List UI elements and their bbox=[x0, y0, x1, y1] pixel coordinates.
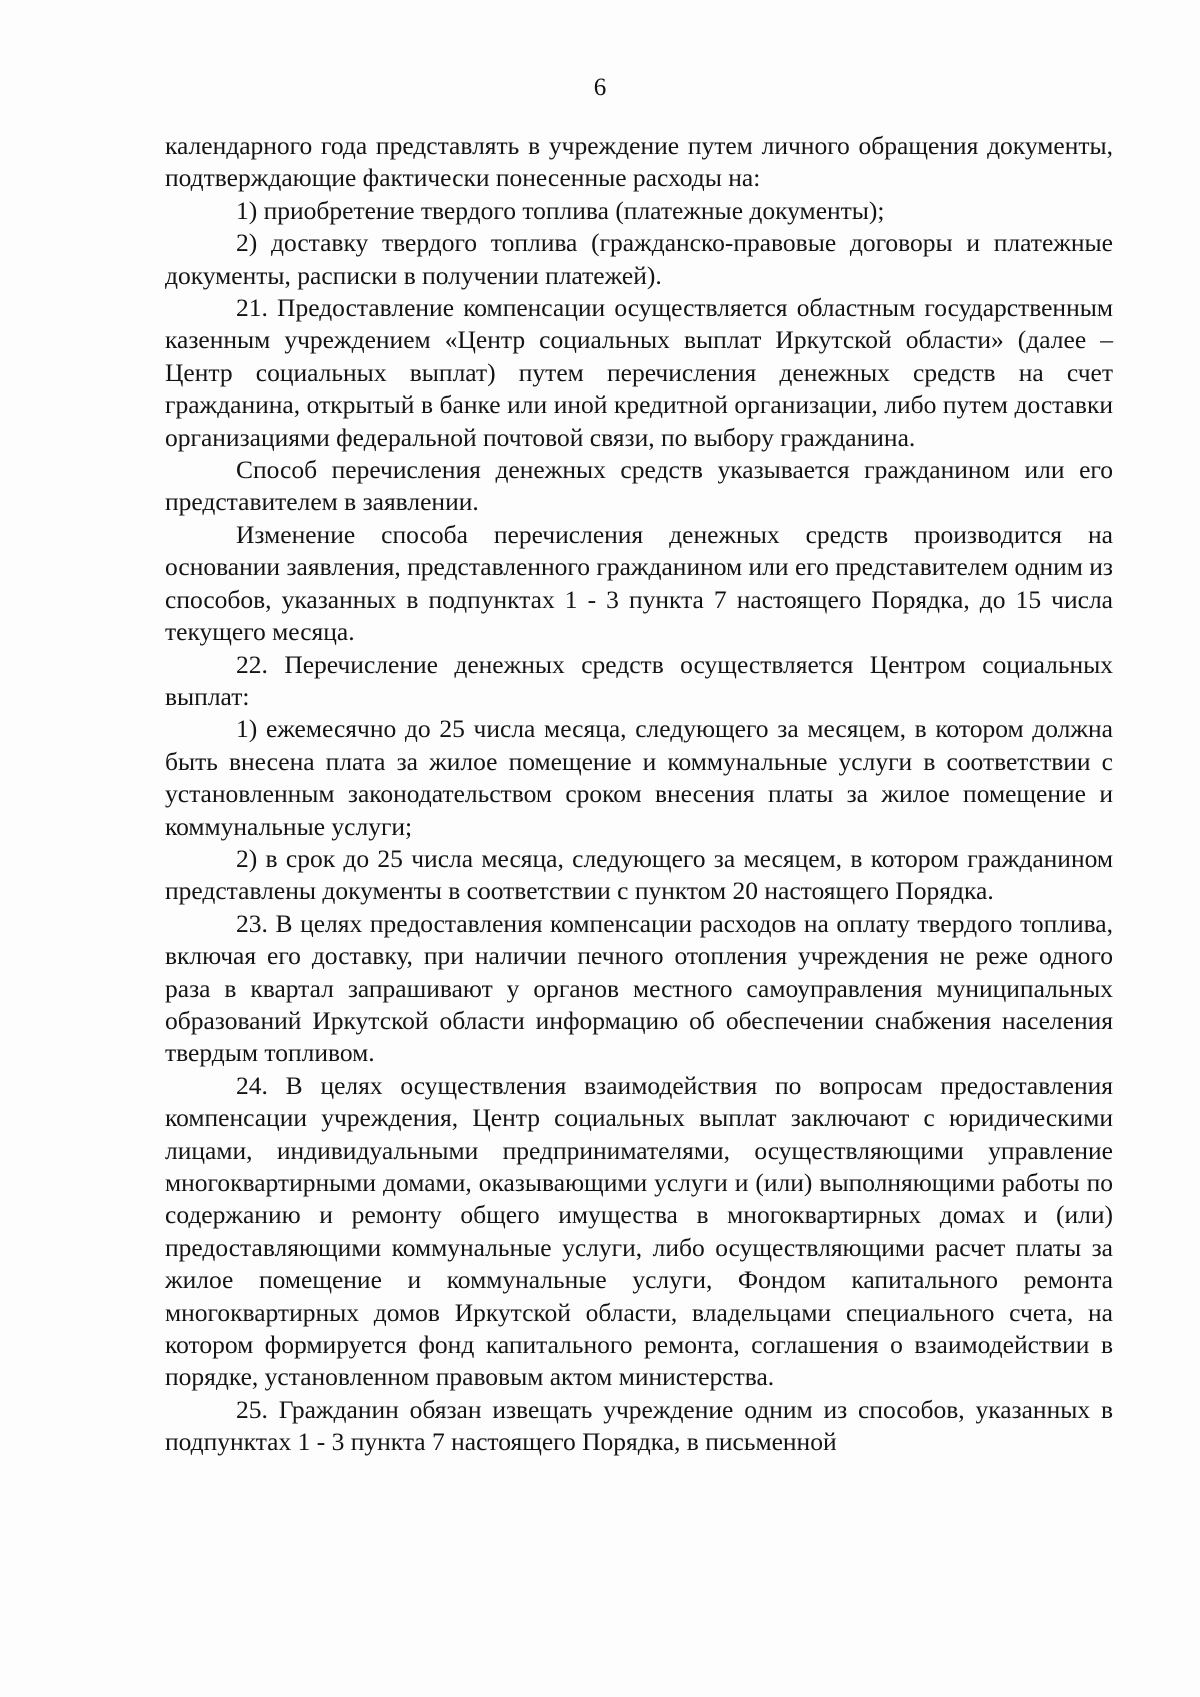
paragraph-payment-method-change: Изменение способа перечисления денежных средств производится на основании заявления, представленного гражданином или его представителем одним из способов, указанных в подпунктах 1 - 3 пункта 7 настоящего Порядка, до 15 числа текущего месяца. bbox=[165, 519, 1113, 647]
paragraph-22-item-1: 1) ежемесячно до 25 числа месяца, следующего за месяцем, в котором должна быть внесена плата за жилое помещение и коммунальные услуги в соответствии с установленным законодательством сроком внесения платы за жилое помещение и коммунальные услуги; bbox=[165, 714, 1113, 841]
paragraph-22: 22. Перечисление денежных средств осуществляется Центром социальных выплат: bbox=[165, 649, 1113, 711]
paragraph-23: 23. В целях предоставления компенсации расходов на оплату твердого топлива, включая его доставку, при наличии печного отопления учреждения не реже одного раза в квартал запрашивают у органов местного самоуправления муниципальных образований Иркутской области информацию об обеспечении снабжения населения твердым топливом. bbox=[165, 908, 1113, 1068]
document-body bbox=[165, 130, 1113, 1459]
paragraph-22-item-2: 2) в срок до 25 числа месяца, следующего за месяцем, в котором гражданином представлены документы в соответствии с пунктом 20 настоящего Порядка. bbox=[165, 843, 1113, 906]
paragraph-21: 21. Предоставление компенсации осуществляется областным государственным казенным учреждением «Центр социальных выплат Иркутской области» (далее – Центр социальных выплат) путем перечисления денежных средств на счет гражданина, открытый в банке или иной кредитной организации, либо путем доставки организациями федеральной почтовой связи, по выбору гражданина. bbox=[165, 293, 1113, 452]
paragraph-25: 25. Гражданин обязан извещать учреждение одним из способов, указанных в подпунктах 1 - 3 пункта 7 настоящего Порядка, в письменной bbox=[165, 1394, 1113, 1457]
paragraph-item-2-fuel-delivery: 2) доставку твердого топлива (гражданско-правовые договоры и платежные документы, расписки в получении платежей). bbox=[165, 228, 1113, 290]
paragraph-payment-method: Способ перечисления денежных средств указывается гражданином или его представителем в заявлении. bbox=[165, 455, 1113, 517]
page-number: 6 bbox=[593, 74, 607, 101]
paragraph-continuation: календарного года представлять в учреждение путем личного обращения документы, подтверждающие фактически понесенные расходы на: bbox=[165, 131, 1113, 193]
paragraph-24: 24. В целях осуществления взаимодействия по вопросам предоставления компенсации учреждения, Центр социальных выплат заключают с юридическими лицами, индивидуальными предпринимателями, осуществляющими управление многоквартирными домами, оказывающими услуги и (или) выполняющими работы по содержанию и ремонту общего имущества в многоквартирных домах и (или) предоставляющими коммунальные услуги, либо осуществляющими расчет платы за жилое помещение и коммунальные услуги, Фондом капитального ремонта многоквартирных домов Иркутской области, владельцами специального счета, на котором формируется фонд капитального ремонта, соглашения о взаимодействии в порядке, установленном правовым актом министерства. bbox=[165, 1070, 1113, 1392]
paragraph-item-1-fuel-purchase: 1) приобретение твердого топлива (платежные документы); bbox=[236, 195, 885, 225]
